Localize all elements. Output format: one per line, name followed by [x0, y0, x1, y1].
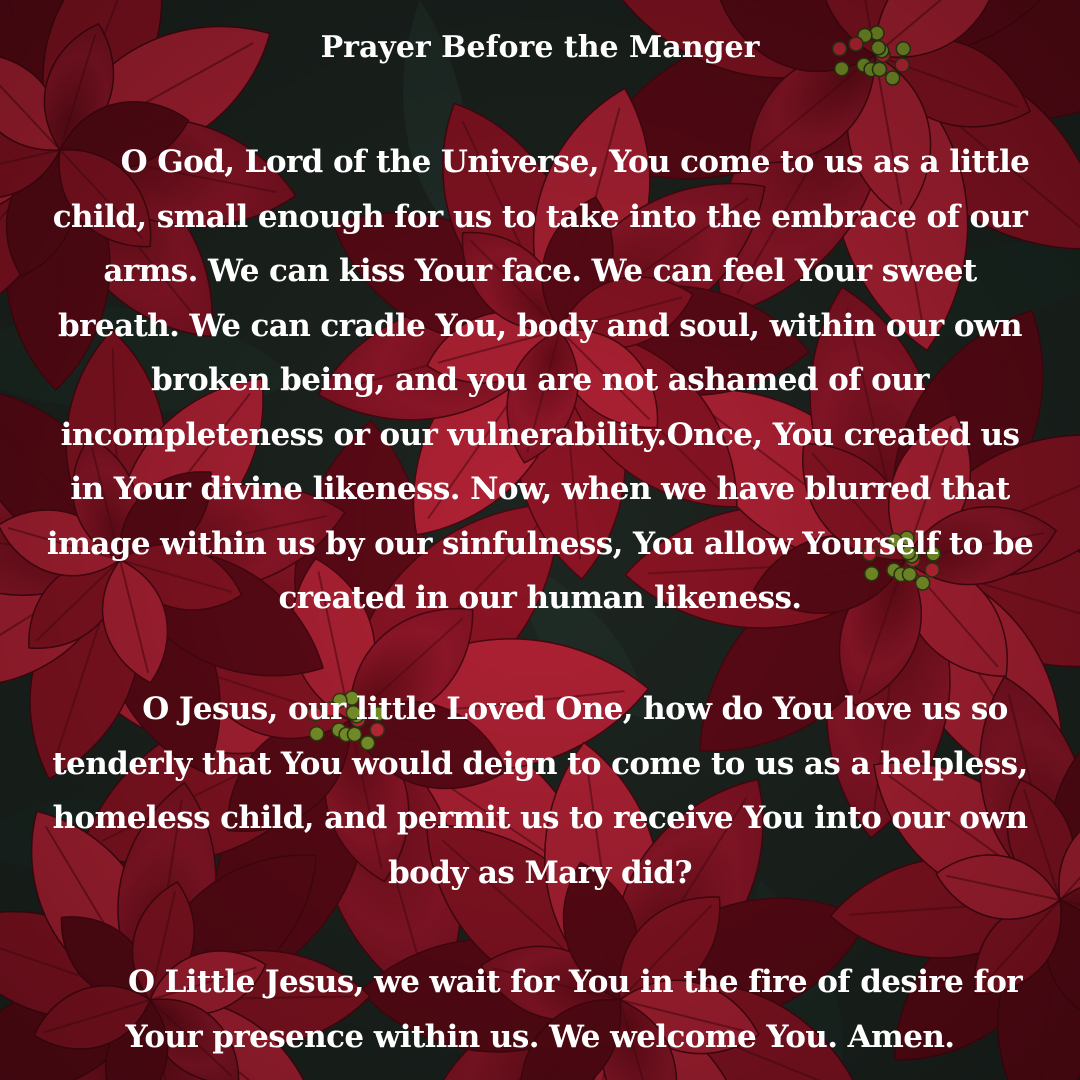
page-title: Prayer Before the Manger — [320, 30, 760, 65]
prayer-paragraph-3: O Little Jesus, we wait for You in the fire of desire for Your presence within us. We welcome You. Amen. — [125, 964, 1023, 1055]
prayer-paragraph-2: O Jesus, our little Loved One, how do You love us so tenderly that You would deign to come to us as a helpless, homeless child, and permit us to receive You into our own body as Mary did? — [52, 691, 1028, 891]
prayer-paragraph-1: O God, Lord of the Universe, You come to us as a little child, small enough for us to take into the embrace of our arms. We can kiss Your face. We can feel Your sweet breath. We can cradle You, body and soul, within our own broken being, and you are not ashamed of our incompleteness or our vulnerability.Once, You created us in Your divine likeness. Now, when we have blurred that image within us by our sinfulness, You allow Yourself to be created in our human likeness. — [46, 144, 1034, 616]
